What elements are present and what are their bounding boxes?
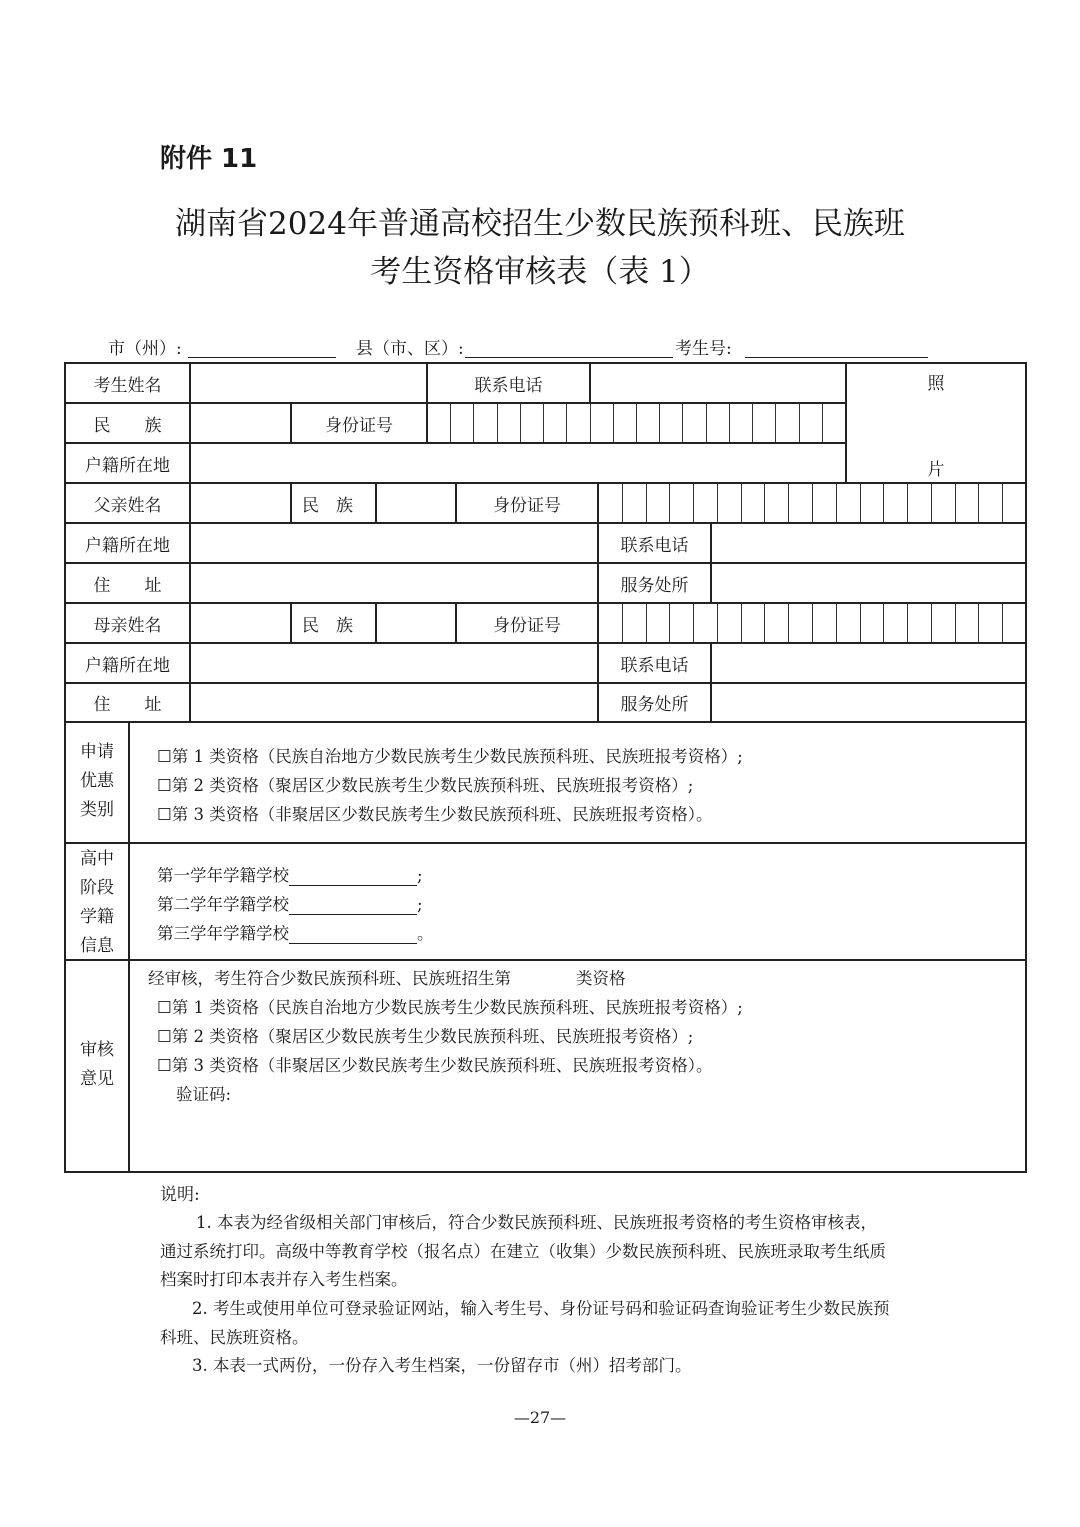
father-name-field[interactable] — [191, 484, 290, 522]
school-year-1-field[interactable] — [289, 867, 417, 886]
mother-id-label: 身份证号 — [493, 615, 561, 636]
school-year-3: 第三学年学籍学校 。 — [157, 924, 434, 943]
mother-hukou-field[interactable] — [191, 644, 597, 682]
review-option-1[interactable]: ☐第 1 类资格（民族自治地方少数民族考生少数民族预科班、民族班报考资格）; — [157, 998, 743, 1017]
note-line-4: 2. 考生或使用单位可登录验证网站，输入考生号、身份证号码和验证码查询验证考生少数民族预 — [192, 1299, 890, 1318]
id-cell-divider — [646, 483, 647, 522]
mother-name-field[interactable] — [191, 604, 290, 642]
checkbox-icon[interactable]: ☐ — [157, 747, 172, 766]
father-ethnicity-label: 民 族 — [302, 495, 353, 516]
id-cell-divider — [860, 603, 861, 642]
apply-category-label: 申请 优惠 类别 — [80, 742, 114, 820]
id-cell-divider — [613, 403, 614, 442]
exam-no-field[interactable] — [745, 337, 928, 358]
review-option-3[interactable]: ☐第 3 类资格（非聚居区少数民族考生少数民族预科班、民族班报考资格）。 — [157, 1056, 713, 1075]
note-line-3: 档案时打印本表并存入考生档案。 — [160, 1270, 408, 1289]
checkbox-icon[interactable]: ☐ — [157, 1056, 172, 1075]
attachment-label: 附件 11 — [160, 144, 258, 174]
id-cell-divider — [706, 403, 707, 442]
id-cell-divider — [669, 483, 670, 522]
mother-address-label: 住 址 — [93, 695, 162, 715]
id-cell-divider — [955, 483, 956, 522]
note-line-5: 科班、民族班资格。 — [160, 1328, 309, 1347]
father-workplace-field[interactable] — [712, 564, 1025, 602]
page-number: —27— — [513, 1408, 567, 1427]
photo-label-top: 照 — [927, 373, 945, 394]
id-cell-divider — [717, 483, 718, 522]
father-workplace-label: 服务处所 — [620, 575, 689, 596]
id-cell-divider — [788, 483, 789, 522]
student-phone-label: 联系电话 — [474, 375, 543, 396]
father-ethnicity-field[interactable] — [377, 484, 455, 522]
id-cell-divider — [822, 403, 823, 442]
mother-name-label: 母亲姓名 — [93, 615, 162, 636]
review-label: 审核 意见 — [80, 1040, 114, 1089]
mother-phone-field[interactable] — [712, 644, 1025, 682]
mother-ethnicity-label: 民 族 — [302, 615, 353, 636]
mother-id-grid[interactable] — [598, 603, 1026, 642]
id-cell-divider — [883, 483, 884, 522]
note-line-6: 3. 本表一式两份，一份存入考生档案，一份留存市（州）招考部门。 — [192, 1356, 692, 1375]
city-label: 市（州）: — [108, 339, 182, 359]
id-cell-divider — [775, 403, 776, 442]
student-id-label: 身份证号 — [325, 415, 393, 436]
id-cell-divider — [1002, 603, 1003, 642]
checkbox-icon[interactable]: ☐ — [157, 998, 172, 1017]
school-year-2: 第二学年学籍学校 ; — [157, 895, 423, 914]
mother-workplace-label: 服务处所 — [620, 695, 689, 715]
id-cell-divider — [741, 483, 742, 522]
id-cell-divider — [693, 483, 694, 522]
id-cell-divider — [978, 603, 979, 642]
father-name-label: 父亲姓名 — [93, 495, 162, 516]
id-cell-divider — [836, 483, 837, 522]
father-hukou-field[interactable] — [191, 524, 597, 562]
form-title-line1: 湖南省2024年普通高校招生少数民族预科班、民族班 — [175, 206, 905, 242]
apply-option-2[interactable]: ☐第 2 类资格（聚居区少数民族考生少数民族预科班、民族班报考资格）; — [157, 776, 694, 795]
county-field[interactable] — [465, 337, 673, 358]
id-cell-divider — [836, 603, 837, 642]
id-cell-divider — [931, 603, 932, 642]
checkbox-icon[interactable]: ☐ — [157, 776, 172, 795]
id-cell-divider — [622, 603, 623, 642]
id-cell-divider — [883, 603, 884, 642]
id-cell-divider — [497, 403, 498, 442]
apply-option-1[interactable]: ☐第 1 类资格（民族自治地方少数民族考生少数民族预科班、民族班报考资格）; — [157, 747, 743, 766]
id-cell-divider — [669, 603, 670, 642]
id-cell-divider — [812, 483, 813, 522]
father-address-label: 住 址 — [93, 575, 162, 596]
mother-phone-label: 联系电话 — [620, 655, 689, 676]
city-field[interactable] — [188, 337, 336, 358]
student-id-grid[interactable] — [427, 403, 845, 442]
exam-no-label: 考生号: — [675, 339, 732, 359]
id-cell-divider — [812, 603, 813, 642]
id-cell-divider — [682, 403, 683, 442]
student-phone-field[interactable] — [591, 364, 845, 402]
id-cell-divider — [636, 403, 637, 442]
student-ethnicity-label: 民 族 — [93, 415, 162, 436]
student-name-label: 考生姓名 — [93, 375, 162, 396]
mother-address-field[interactable] — [191, 684, 597, 721]
father-phone-field[interactable] — [712, 524, 1025, 562]
student-hukou-label: 户籍所在地 — [85, 455, 170, 476]
id-cell-divider — [931, 483, 932, 522]
id-cell-divider — [729, 403, 730, 442]
id-cell-divider — [764, 603, 765, 642]
id-cell-divider — [473, 403, 474, 442]
student-hukou-field[interactable] — [191, 444, 845, 482]
county-label: 县（市、区）: — [356, 339, 464, 359]
school-year-1: 第一学年学籍学校 ; — [157, 866, 423, 885]
id-cell-divider — [741, 603, 742, 642]
mother-hukou-label: 户籍所在地 — [85, 655, 170, 676]
father-address-field[interactable] — [191, 564, 597, 602]
apply-option-3[interactable]: ☐第 3 类资格（非聚居区少数民族考生少数民族预科班、民族班报考资格）。 — [157, 805, 713, 824]
verify-code-label: 验证码: — [176, 1085, 232, 1104]
id-cell-divider — [450, 403, 451, 442]
id-cell-divider — [907, 483, 908, 522]
id-cell-divider — [646, 603, 647, 642]
id-cell-divider — [955, 603, 956, 642]
student-name-field[interactable] — [191, 364, 426, 402]
note-line-2: 通过系统打印。高级中等教育学校（报名点）在建立（收集）少数民族预科班、民族班录取考生纸质 — [160, 1242, 886, 1261]
id-cell-divider — [520, 403, 521, 442]
notes-title: 说明: — [160, 1185, 200, 1205]
checkbox-icon[interactable]: ☐ — [157, 805, 172, 824]
photo-area[interactable] — [847, 396, 1025, 452]
id-cell-divider — [907, 603, 908, 642]
student-ethnicity-field[interactable] — [191, 404, 290, 442]
id-cell-divider — [622, 483, 623, 522]
id-cell-divider — [717, 603, 718, 642]
id-cell-divider — [764, 483, 765, 522]
review-statement: 经审核，考生符合少数民族预科班、民族班招生第 类资格 — [148, 969, 626, 988]
father-phone-label: 联系电话 — [620, 535, 689, 556]
id-cell-divider — [799, 403, 800, 442]
id-cell-divider — [788, 603, 789, 642]
father-id-label: 身份证号 — [493, 495, 561, 516]
school-year-3-field[interactable] — [289, 925, 417, 944]
id-cell-divider — [860, 483, 861, 522]
school-record-label: 高中 阶段 学籍 信息 — [80, 849, 114, 956]
form-title-line2: 考生资格审核表（表 1） — [370, 254, 710, 290]
photo-label-bottom: 片 — [927, 459, 945, 480]
note-line-1: 1. 本表为经省级相关部门审核后，符合少数民族预科班、民族班报考资格的考生资格审核表， — [196, 1213, 877, 1232]
mother-workplace-field[interactable] — [712, 684, 1025, 721]
mother-ethnicity-field[interactable] — [377, 604, 455, 642]
father-hukou-label: 户籍所在地 — [85, 535, 170, 556]
review-option-2[interactable]: ☐第 2 类资格（聚居区少数民族考生少数民族预科班、民族班报考资格）; — [157, 1027, 694, 1046]
id-cell-divider — [566, 403, 567, 442]
id-cell-divider — [752, 403, 753, 442]
id-cell-divider — [1002, 483, 1003, 522]
id-cell-divider — [693, 603, 694, 642]
school-year-2-field[interactable] — [289, 896, 417, 915]
id-cell-divider — [590, 403, 591, 442]
father-id-grid[interactable] — [598, 483, 1026, 522]
checkbox-icon[interactable]: ☐ — [157, 1027, 172, 1046]
id-cell-divider — [659, 403, 660, 442]
id-cell-divider — [978, 483, 979, 522]
id-cell-divider — [543, 403, 544, 442]
